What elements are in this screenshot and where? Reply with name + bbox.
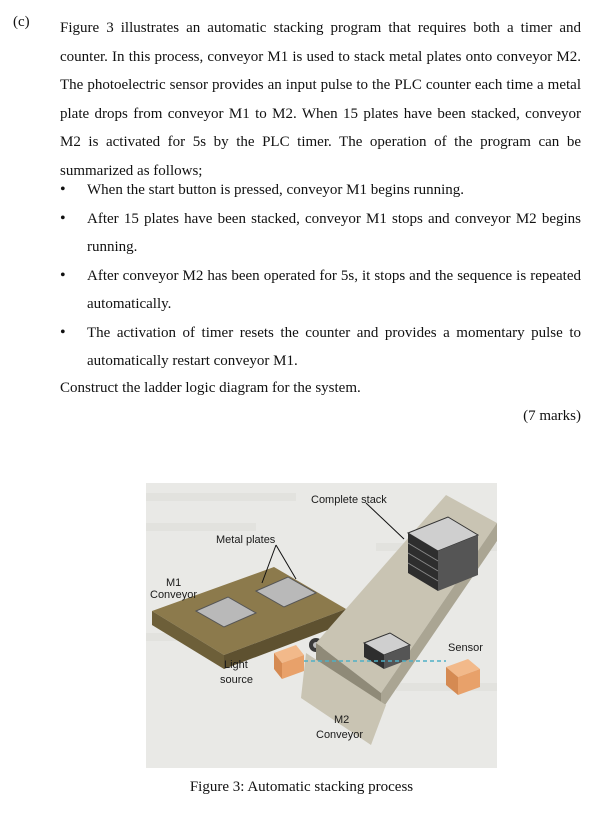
label-m2-conveyor: Conveyor	[316, 729, 364, 741]
label-source: source	[220, 674, 254, 686]
label-metal-plates: Metal plates	[216, 534, 276, 546]
stacking-process-illustration	[146, 483, 497, 768]
bullet-item: • After 15 plates have been stacked, conveyor M1 stops and conveyor M2 begins running.	[60, 205, 581, 262]
label-light: Light	[224, 659, 248, 671]
question-intro-paragraph: Figure 3 illustrates an automatic stacking program that requires both a timer and counter. In this process, conveyor M1 is used to stack metal plates onto conveyor M2. The photoelectric sensor provides an input pulse to the PLC counter each time a metal plate drops from conveyor M1 to M2. When 15 plates have been stacked, conveyor M2 is activated for 5s by the PLC timer. The operation of the program can be summarized as follows;	[60, 20, 581, 179]
bullet-item: • The activation of timer resets the counter and provides a momentary pulse to automatically restart conveyor M1.	[60, 319, 581, 376]
label-sensor: Sensor	[448, 642, 483, 654]
label-m2: M2	[334, 714, 350, 726]
question-part-label: (c)	[13, 14, 30, 30]
figure-caption: Figure 3: Automatic stacking process	[189, 779, 414, 795]
label-m1: M1	[166, 577, 182, 589]
label-complete-stack: Complete stack	[311, 494, 387, 506]
bullet-item: • After conveyor M2 has been operated for 5s, it stops and the sequence is repeated automatically.	[60, 262, 581, 319]
label-m1-conveyor: Conveyor	[150, 589, 198, 601]
question-instruction: Construct the ladder logic diagram for the system.	[60, 380, 361, 396]
stacking-process-figure	[146, 483, 497, 768]
marks-label: (7 marks)	[523, 408, 581, 424]
bullet-item: • When the start button is pressed, conveyor M1 begins running.	[60, 176, 581, 205]
operation-bullet-list	[60, 176, 581, 376]
